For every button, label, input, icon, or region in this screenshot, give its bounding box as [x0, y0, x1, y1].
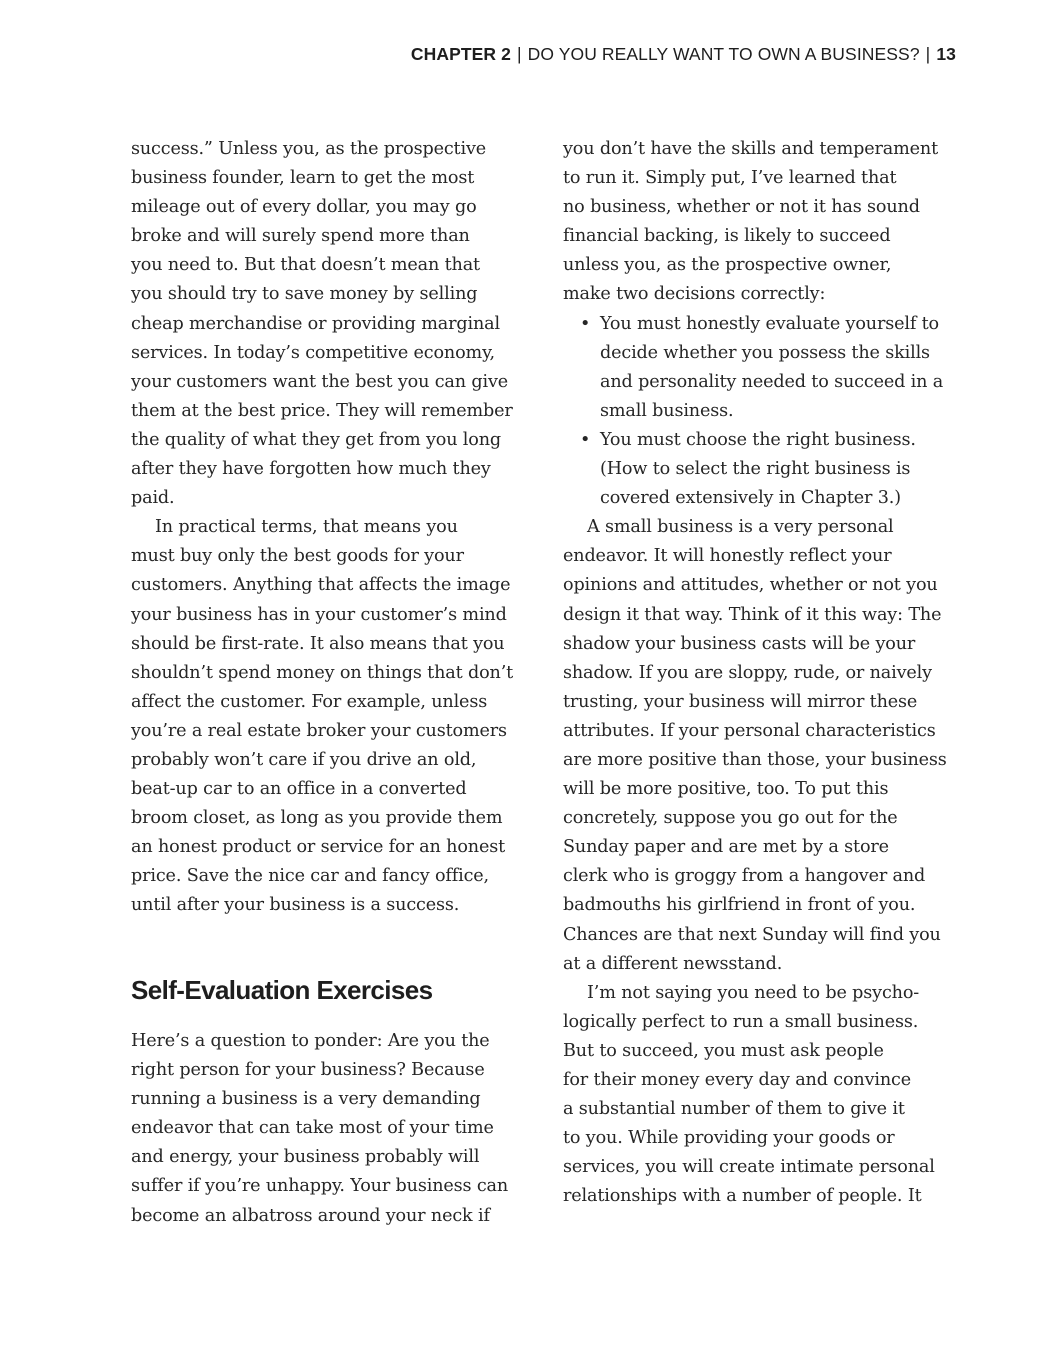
text-line: success.” Unless you, as the prospective — [131, 139, 486, 159]
text-line: beat-up car to an office in a converted — [131, 779, 467, 800]
text-line: right person for your business? Because — [131, 1060, 485, 1081]
text-line: until after your business is a success. — [131, 895, 460, 916]
text-line: and personality needed to succeed in a — [600, 371, 944, 392]
text-line: relationships with a number of people. It — [563, 1186, 922, 1207]
text-line: Here’s a question to ponder: Are you the — [131, 1031, 490, 1051]
text-line: price. Save the nice car and fancy office, — [131, 866, 489, 887]
body-paragraph — [131, 135, 531, 513]
body-paragraph — [131, 513, 531, 920]
text-line: mileage out of every dollar, you may go — [131, 197, 477, 218]
text-line: shadow. If you are sloppy, rude, or naively — [563, 662, 932, 683]
text-line: financial backing, is likely to succeed — [563, 226, 891, 247]
text-line: decide whether you possess the skills — [600, 342, 930, 363]
text-line: your customers want the best you can give — [131, 371, 508, 392]
text-line: endeavor that can take most of your time — [131, 1118, 494, 1139]
body-paragraph — [563, 979, 963, 1212]
text-line: (How to select the right business is — [600, 459, 911, 480]
text-line: are more positive than those, your business — [563, 749, 947, 770]
text-line: you’re a real estate broker your customers — [131, 720, 507, 741]
bullet-item — [563, 426, 963, 513]
left-column — [131, 135, 531, 921]
right-column — [563, 135, 963, 1211]
text-line: cheap merchandise or providing marginal — [131, 313, 500, 334]
text-line: and energy, your business probably will — [131, 1147, 480, 1168]
text-line: business founder, learn to get the most — [131, 168, 475, 189]
text-line: you need to. But that doesn’t mean that — [131, 255, 480, 276]
text-line: probably won’t care if you drive an old, — [131, 749, 477, 770]
text-line: You must choose the right business. — [600, 429, 916, 450]
text-line: broke and will surely spend more than — [131, 226, 470, 247]
text-line: suffer if you’re unhappy. Your business can — [131, 1176, 509, 1197]
text-line: no business, whether or not it has sound — [563, 197, 920, 218]
body-paragraph — [131, 1027, 531, 1231]
text-line: services. In today’s competitive economy, — [131, 342, 495, 363]
text-line: attributes. If your personal characteristics — [563, 720, 936, 741]
text-line: become an albatross around your neck if — [131, 1205, 490, 1226]
text-line: running a business is a very demanding — [131, 1089, 481, 1110]
text-line: opinions and attitudes, whether or not you — [563, 575, 938, 596]
text-line: them at the best price. They will remember — [131, 400, 513, 421]
text-line: paid. — [131, 488, 175, 509]
bullet-icon: • — [580, 313, 591, 334]
text-line: broom closet, as long as you provide them — [131, 808, 503, 829]
text-line: concretely, suppose you go out for the — [563, 808, 898, 829]
bullet-item — [563, 310, 963, 426]
body-paragraph — [563, 135, 963, 310]
text-line: an honest product or service for an honest — [131, 837, 506, 858]
header-separator: | — [516, 44, 522, 64]
text-line: the quality of what they get from you long — [131, 429, 502, 450]
section-heading: Self-Evaluation Exercises — [131, 975, 433, 1005]
text-line: endeavor. It will honestly reflect your — [563, 546, 892, 567]
text-line: unless you, as the prospective owner, — [563, 255, 892, 276]
text-line: trusting, your business will mirror these — [563, 691, 918, 712]
text-line: shadow your business casts will be your — [563, 633, 916, 654]
text-line: You must honestly evaluate yourself to — [600, 313, 940, 334]
text-line: to run it. Simply put, I’ve learned that — [563, 168, 897, 189]
text-line: must buy only the best goods for your — [131, 546, 464, 567]
text-line: customers. Anything that affects the image — [131, 575, 511, 596]
text-line: make two decisions correctly: — [563, 284, 826, 305]
text-line: A small business is a very personal — [587, 517, 894, 538]
text-line: a substantial number of them to give it — [563, 1099, 905, 1120]
text-line: your business has in your customer’s mind — [131, 604, 507, 625]
text-line: should be first-rate. It also means that you — [131, 633, 505, 654]
bullet-icon: • — [580, 429, 591, 450]
text-line: at a different newsstand. — [563, 953, 783, 974]
text-line: In practical terms, that means you — [155, 517, 458, 538]
text-line: I’m not saying you need to be psycho- — [587, 982, 920, 1003]
text-line: covered extensively in Chapter 3.) — [600, 488, 901, 509]
text-line: Sunday paper and are met by a store — [563, 837, 889, 858]
text-line: after they have forgotten how much they — [131, 459, 491, 480]
text-line: you should try to save money by selling — [131, 284, 478, 305]
header-separator: | — [925, 44, 931, 64]
chapter-title: DO YOU REALLY WANT TO OWN A BUSINESS? — [527, 44, 920, 64]
text-line: But to succeed, you must ask people — [563, 1040, 884, 1061]
text-line: shouldn’t spend money on things that don’t — [131, 662, 514, 683]
text-line: to you. While providing your goods or — [563, 1128, 895, 1149]
body-paragraph — [563, 513, 963, 979]
text-line: badmouths his girlfriend in front of you. — [563, 895, 916, 916]
text-line: design it that way. Think of it this way: The — [563, 604, 942, 625]
text-line: small business. — [600, 400, 734, 421]
text-line: affect the customer. For example, unless — [131, 691, 488, 712]
text-line: logically perfect to run a small business. — [563, 1011, 919, 1032]
running-header — [411, 44, 956, 65]
section-body — [131, 1027, 531, 1231]
text-line: Chances are that next Sunday will find you — [563, 924, 941, 945]
text-line: for their money every day and convince — [563, 1070, 912, 1090]
text-line: services, you will create intimate personal — [563, 1157, 935, 1178]
text-line: will be more positive, too. To put this — [563, 779, 889, 800]
text-line: clerk who is groggy from a hangover and — [563, 866, 926, 887]
page-number: 13 — [936, 44, 956, 64]
chapter-label: CHAPTER 2 — [410, 44, 511, 64]
text-line: you don’t have the skills and temperament — [563, 139, 939, 159]
bullet-list — [563, 310, 963, 514]
